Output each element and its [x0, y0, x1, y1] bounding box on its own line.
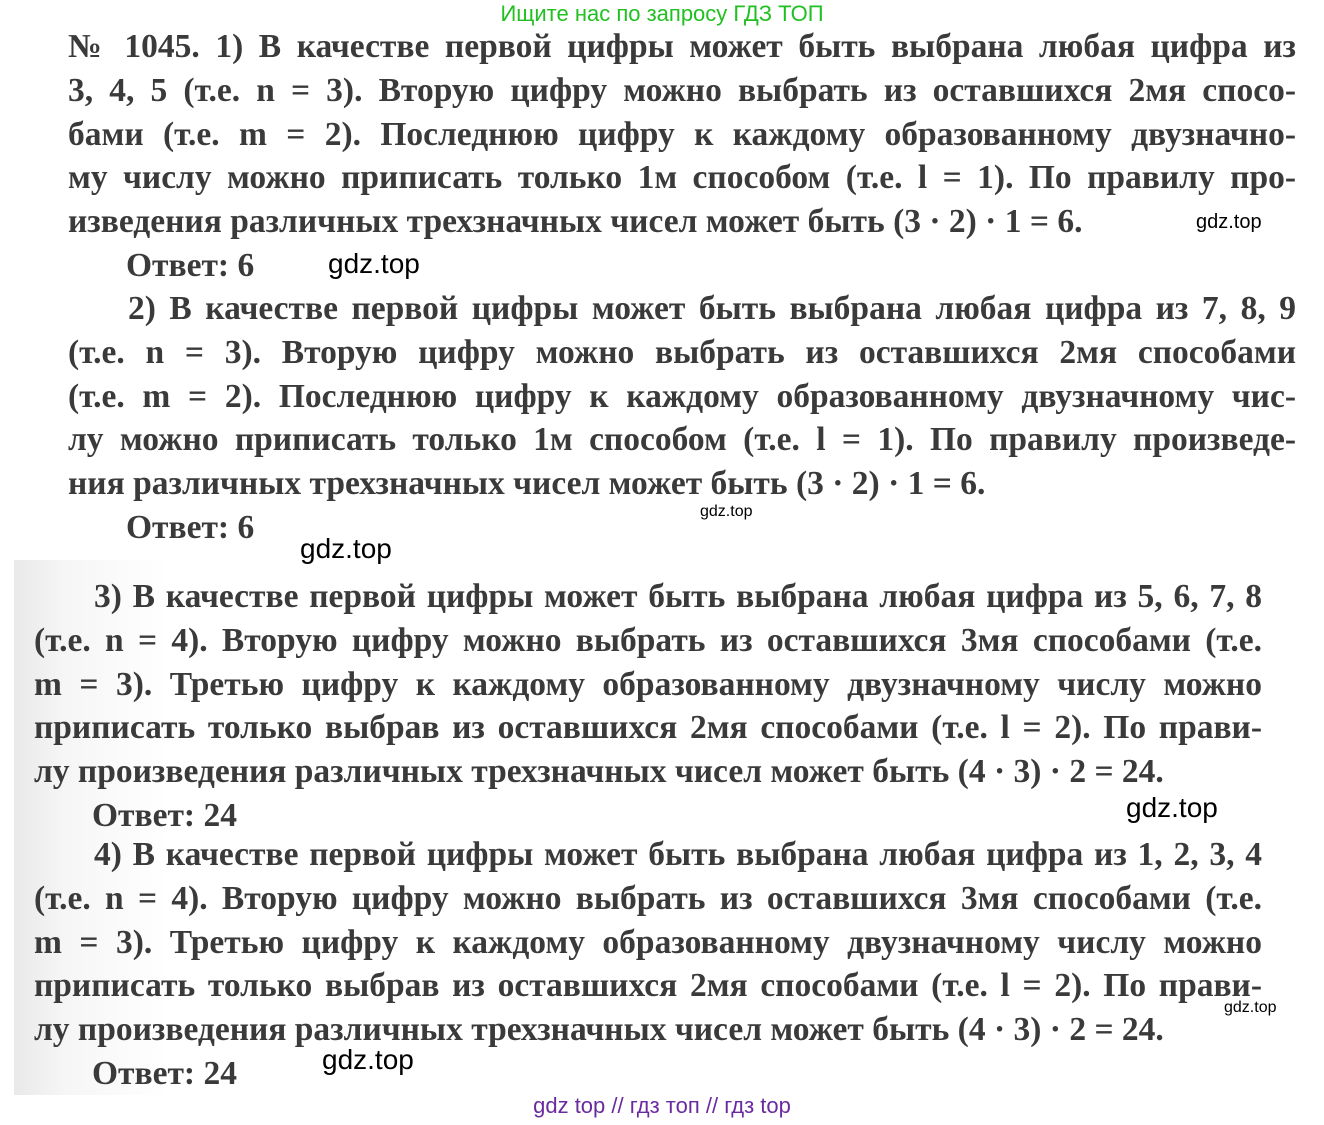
solution-part-1 [68, 25, 1296, 288]
text-line: приписать только выбрав из оставшихся 2мя способами (т.е. l = 2). По прави- [34, 709, 1262, 747]
solution-part-3 [34, 575, 1262, 838]
watermark: gdz.top [1196, 211, 1262, 233]
text-line: 3, 4, 5 (т.е. n = 3). Вторую цифру можно выбрать из оставшихся 2мя спосо- [68, 71, 1296, 109]
text-line: m = 3). Третью цифру к каждому образованному двузначному числу можно [34, 923, 1262, 961]
watermark: gdz.top [1126, 792, 1218, 823]
answer-line: Ответ: 6 [126, 508, 255, 546]
answer-line: Ответ: 24 [92, 1054, 237, 1092]
text-line: ния различных трехзначных чисел может быть (3 · 2) · 1 = 6. [68, 465, 986, 503]
watermark: gdz.top [300, 533, 392, 564]
text-line: приписать только выбрав из оставшихся 2мя способами (т.е. l = 2). По прави- [34, 967, 1262, 1005]
answer-line: Ответ: 24 [92, 796, 237, 834]
text-line: № 1045. 1) В качестве первой цифры может быть выбрана любая цифра из [68, 28, 1296, 65]
watermark: gdz.top [328, 248, 420, 279]
text-line: лу можно приписать только 1м способом (т.е. l = 1). По правилу произведе- [68, 421, 1296, 459]
solution-part-2 [68, 287, 1296, 550]
text-line: m = 3). Третью цифру к каждому образованному двузначному числу можно [34, 665, 1262, 703]
solution-part-4 [34, 833, 1262, 1096]
text-line: (т.е. n = 3). Вторую цифру можно выбрать из оставшихся 2мя способами [68, 333, 1296, 371]
text-line: лу произведения различных трехзначных чисел может быть (4 · 3) · 2 = 24. [34, 1011, 1164, 1049]
text-line: 3) В качестве первой цифры может быть выбрана любая цифра из 5, 6, 7, 8 [94, 578, 1262, 615]
text-line: бами (т.е. m = 2). Последнюю цифру к каждому образованному двузначно- [68, 115, 1296, 153]
footer-links: gdz top // гдз топ // гдз top [533, 1093, 791, 1118]
text-line: (т.е. n = 4). Вторую цифру можно выбрать из оставшихся 3мя способами (т.е. [34, 879, 1262, 917]
text-line: 2) В качестве первой цифры может быть выбрана любая цифра из 7, 8, 9 [128, 290, 1296, 327]
text-line: (т.е. n = 4). Вторую цифру можно выбрать из оставшихся 3мя способами (т.е. [34, 621, 1262, 659]
text-line: (т.е. m = 2). Последнюю цифру к каждому образованному двузначному чис- [68, 377, 1296, 415]
text-line: изведения различных трехзначных чисел может быть (3 · 2) · 1 = 6. [68, 203, 1083, 241]
search-banner: Ищите нас по запросу ГДЗ ТОП [500, 1, 824, 26]
watermark: gdz.top [322, 1044, 414, 1075]
watermark: gdz.top [1224, 999, 1277, 1016]
watermark: gdz.top [700, 503, 753, 520]
text-line: лу произведения различных трехзначных чисел может быть (4 · 3) · 2 = 24. [34, 753, 1164, 791]
answer-line: Ответ: 6 [126, 246, 255, 284]
text-line: му числу можно приписать только 1м способом (т.е. l = 1). По правилу про- [68, 159, 1296, 197]
text-line: 4) В качестве первой цифры может быть выбрана любая цифра из 1, 2, 3, 4 [94, 836, 1262, 873]
